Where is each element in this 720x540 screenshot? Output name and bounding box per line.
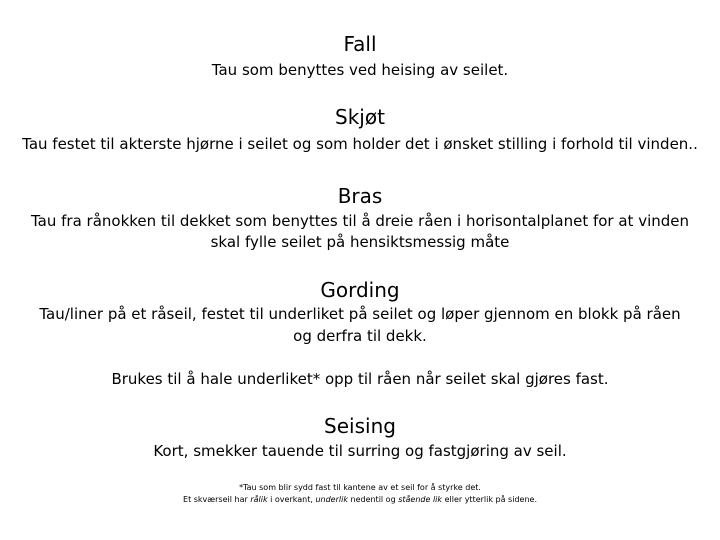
- footnote-line2-part1: Et skværseil har: [183, 495, 251, 504]
- footnote-line1: *Tau som blir sydd fast til kantene av et seil for å styrke det.: [239, 483, 481, 492]
- term-fall: Fall: [343, 32, 377, 56]
- footnote-line2-part2: i overkant,: [267, 495, 316, 504]
- definition-gording-line2: og derfra til dekk.: [293, 327, 427, 345]
- footnote-line2: [100, 494, 620, 505]
- definition-bras-line2: skal fylle seilet på hensiktsmessig måte: [210, 233, 510, 251]
- definition-gording-line1: Tau/liner på et råseil, festet til underliket på seilet og løper gjennom en blokk på råen: [39, 305, 681, 323]
- term-bras: Bras: [337, 184, 383, 208]
- usage-gording: Brukes til å hale underliket* opp til råen når seilet skal gjøres fast.: [111, 370, 609, 388]
- term-gording: Gording: [320, 278, 400, 302]
- footnote-line2-part3: nedentil og: [347, 495, 399, 504]
- footnote-line2-part4: eller ytterlik på sidene.: [442, 495, 537, 504]
- term-skjot: Skjøt: [335, 105, 385, 129]
- term-seising: Seising: [324, 414, 396, 438]
- definition-seising: Kort, smekker tauende til surring og fastgjøring av seil.: [153, 442, 567, 460]
- footnote-term-ralik: rålik: [250, 495, 268, 504]
- definition-bras-line1: Tau fra rånokken til dekket som benyttes til å dreie råen i horisontalplanet for at vinden: [30, 212, 690, 230]
- definition-fall: Tau som benyttes ved heising av seilet.: [211, 61, 509, 79]
- footnote-term-staende-lik: stående lik: [398, 495, 443, 504]
- definition-skjot: Tau festet til akterste hjørne i seilet og som holder det i ønsket stilling i forhold til vinden..: [22, 135, 698, 153]
- footnote-term-underlik: underlik: [315, 495, 348, 504]
